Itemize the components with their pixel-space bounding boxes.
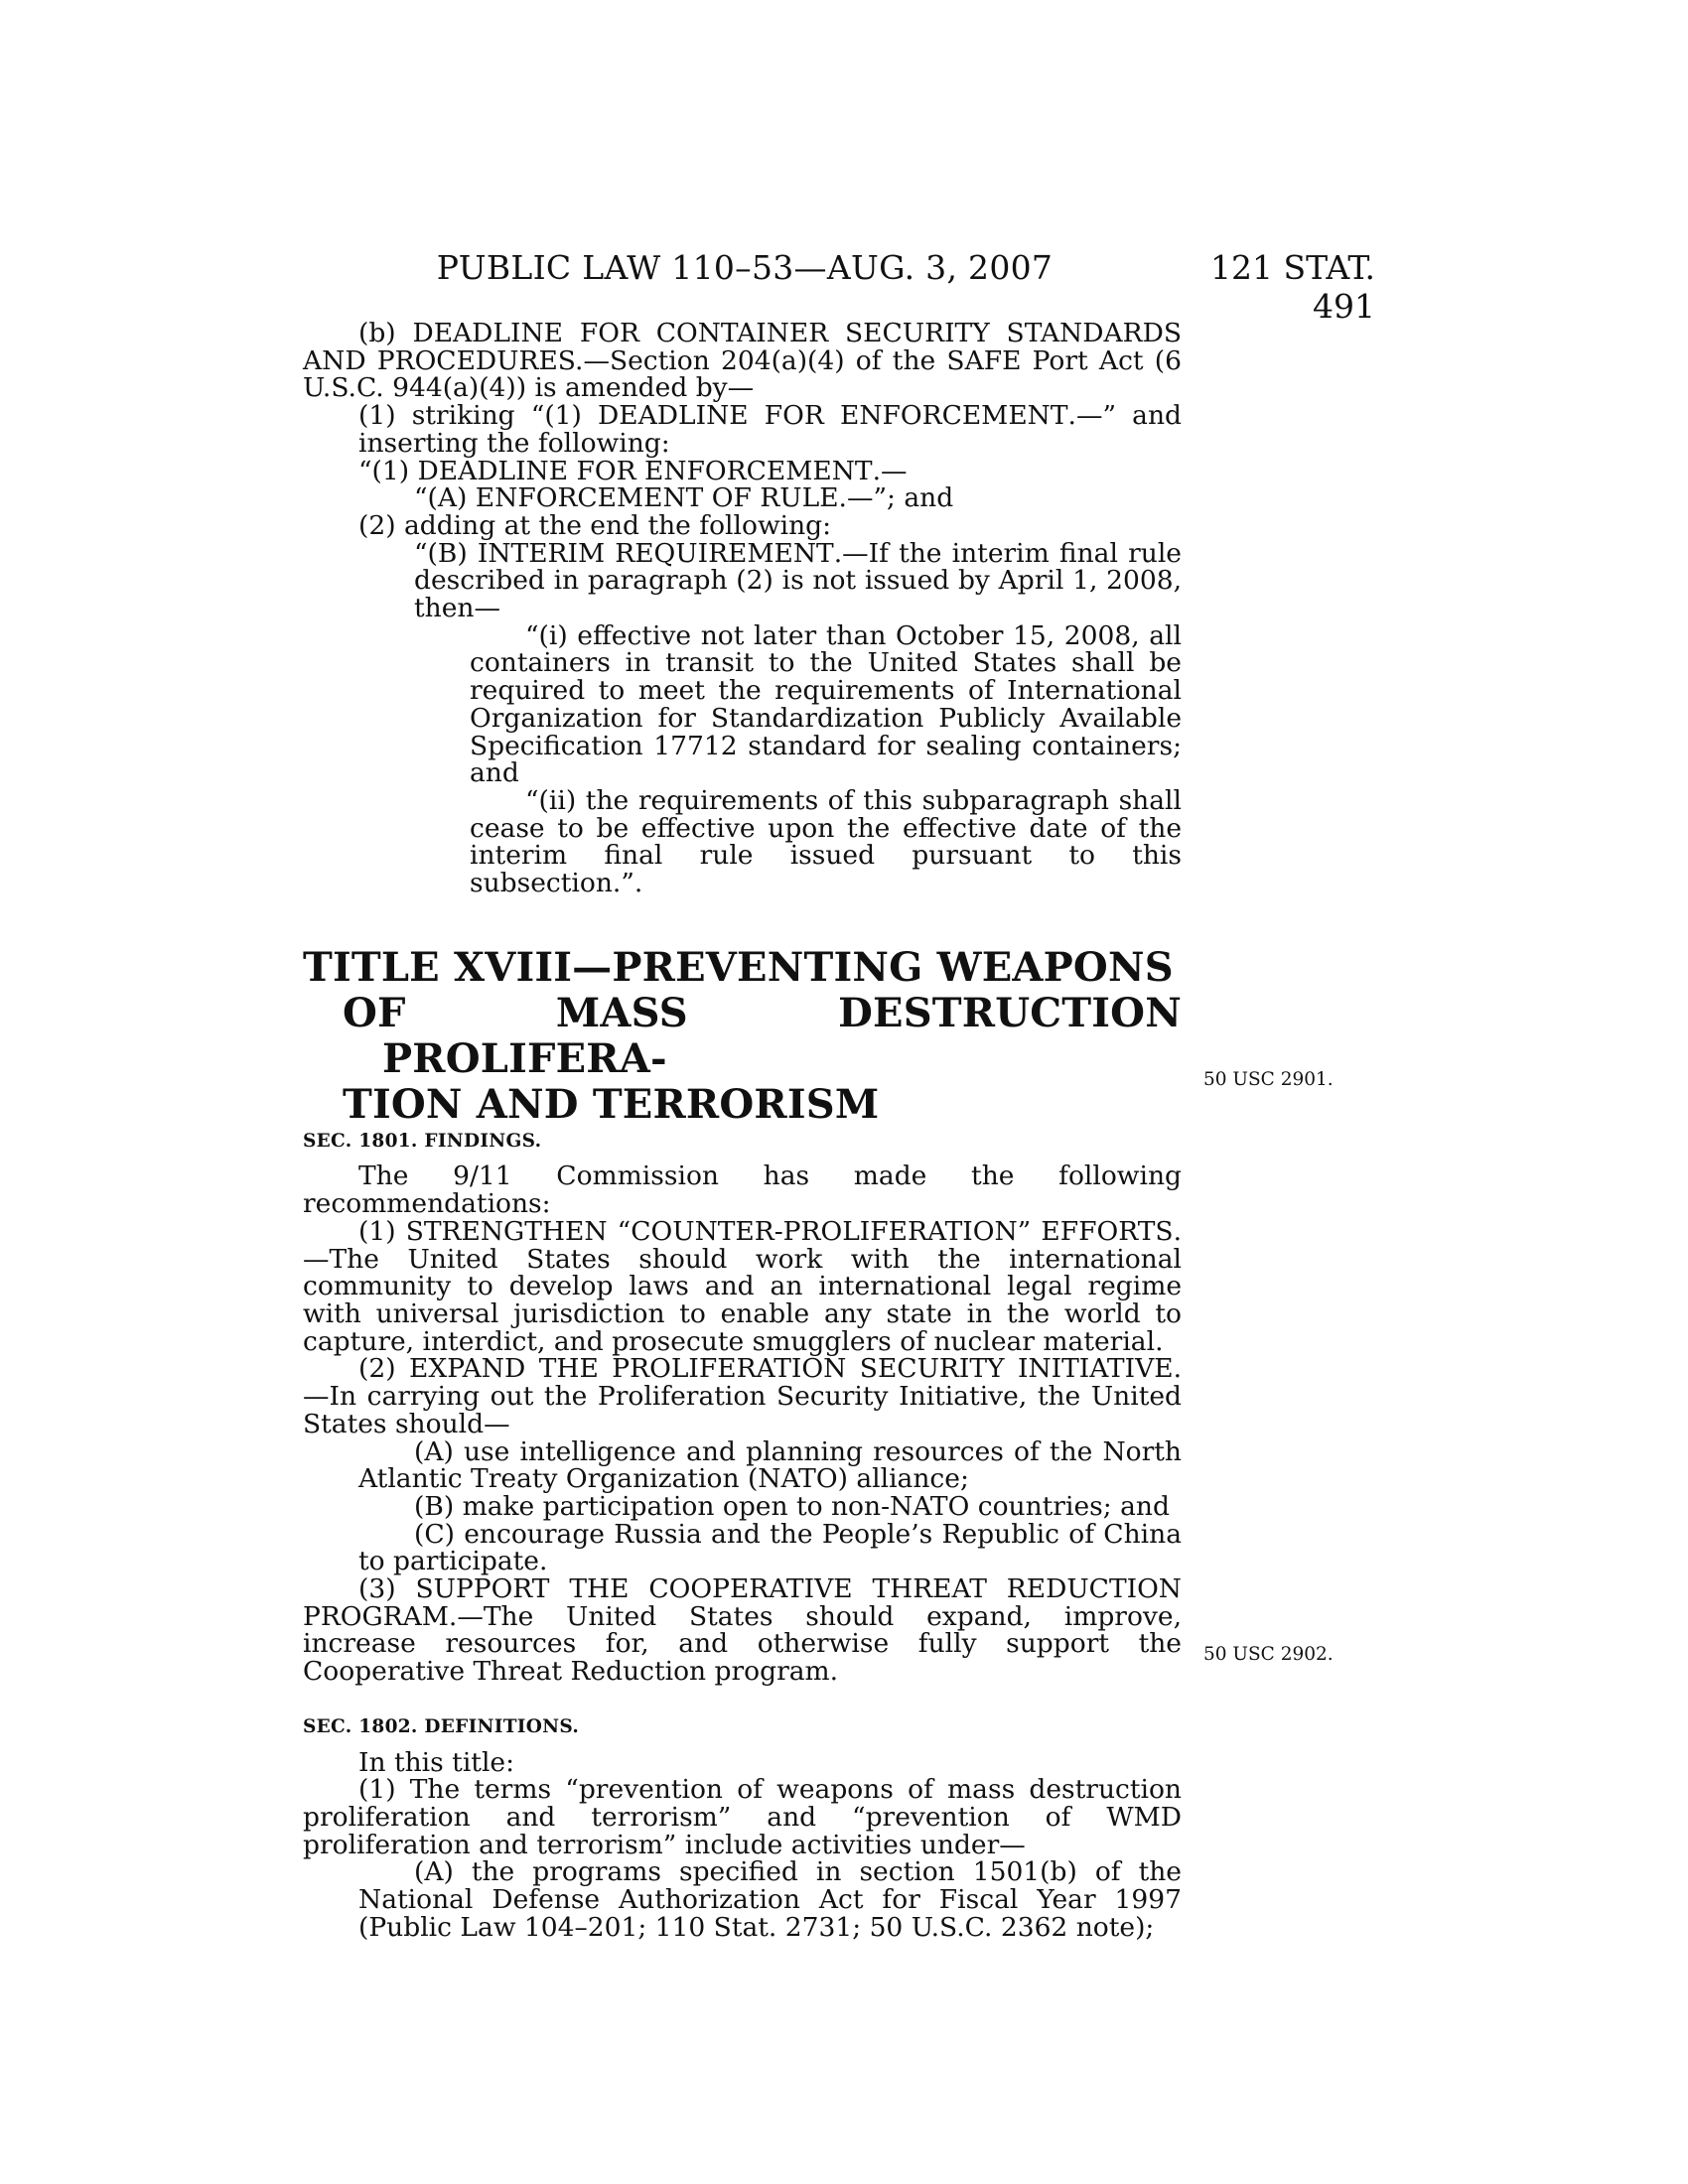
finding-2: (2) EXPAND THE PROLIFERATION SECURITY INITIATIVE.—In carrying out the Proliferation Security Initiative, the United States should—	[303, 1353, 1182, 1439]
finding-1: (1) STRENGTHEN “COUNTER-PROLIFERATION” EFFORTS.—The United States should work with the international community to develop laws and an international legal regime with universal jurisdiction to enable any state in the world to capture, interdict, and prosecute smugglers of nuclear material.	[303, 1215, 1182, 1357]
definition-1: (1) The terms “prevention of weapons of mass destruction proliferation and terrorism” and “prevention of WMD proliferation and terrorism” include activities under—	[303, 1774, 1182, 1860]
title-line-2: OF MASS DESTRUCTION PROLIFERA-	[343, 989, 1182, 1082]
margin-note-usc-2901: 50 USC 2901.	[1203, 1069, 1334, 1090]
margin-note-usc-2902: 50 USC 2902.	[1203, 1644, 1334, 1665]
finding-2-b: (B) make participation open to non-NATO countries; and	[414, 1490, 1170, 1522]
amendment-subsection-b: (b) DEADLINE FOR CONTAINER SECURITY STANDARDS AND PROCEDURES.—Section 204(a)(4) of the SAFE Port Act (6 U.S.C. 944(a)(4)) is amended by—	[303, 318, 1182, 404]
finding-2-c: (C) encourage Russia and the People’s Republic of China to participate.	[358, 1518, 1182, 1577]
section-1801-intro: The 9/11 Commission has made the following recommendations:	[303, 1160, 1182, 1220]
section-1802-heading: SEC. 1802. DEFINITIONS.	[303, 1715, 580, 1737]
page-number: 121 STAT. 491	[1210, 248, 1375, 326]
amendment-paragraph-1: (1) striking “(1) DEADLINE FOR ENFORCEMENT.—” and inserting the following:	[358, 400, 1182, 459]
section-1801-heading: SEC. 1801. FINDINGS.	[303, 1130, 542, 1152]
finding-3: (3) SUPPORT THE COOPERATIVE THREAT REDUCTION PROGRAM.—The United States should expand, improve, increase resources for, and otherwise fully support the Cooperative Threat Reduction program.	[303, 1573, 1182, 1688]
amendment-paragraph-2: (2) adding at the end the following:	[358, 509, 832, 541]
quoted-subparagraph-b: “(B) INTERIM REQUIREMENT.—If the interim final rule described in paragraph (2) is not issued by April 1, 2008, then—	[414, 537, 1182, 624]
definition-1-a: (A) the programs specified in section 1501(b) of the National Defense Authorization Act for Fiscal Year 1997 (Public Law 104–201; 110 Stat. 2731; 50 U.S.C. 2362 note);	[358, 1856, 1182, 1943]
quoted-paragraph-1: “(1) DEADLINE FOR ENFORCEMENT.—	[358, 455, 908, 486]
quoted-clause-ii: “(ii) the requirements of this subparagraph shall cease to be effective upon the effective date of the interim final rule issued pursuant to this subsection.”.	[470, 784, 1182, 899]
quoted-subparagraph-a: “(A) ENFORCEMENT OF RULE.—”; and	[414, 482, 954, 514]
quoted-clause-i: “(i) effective not later than October 15, 2008, all containers in transit to the United States shall be required to meet the requirements of International Organization for Standardization Publicly Available Specification 17712 standard for sealing containers; and	[470, 619, 1182, 789]
running-header: PUBLIC LAW 110–53—AUG. 3, 2007	[436, 248, 1054, 287]
finding-2-a: (A) use intelligence and planning resources of the North Atlantic Treaty Organization (NATO) alliance;	[358, 1435, 1182, 1495]
title-heading	[303, 945, 1182, 1128]
title-line-3: TION AND TERRORISM	[343, 1080, 880, 1128]
document-body	[303, 320, 1182, 1941]
section-1802-intro: In this title:	[358, 1746, 515, 1778]
title-line-1: TITLE XVIII—PREVENTING WEAPONS	[303, 943, 1174, 991]
